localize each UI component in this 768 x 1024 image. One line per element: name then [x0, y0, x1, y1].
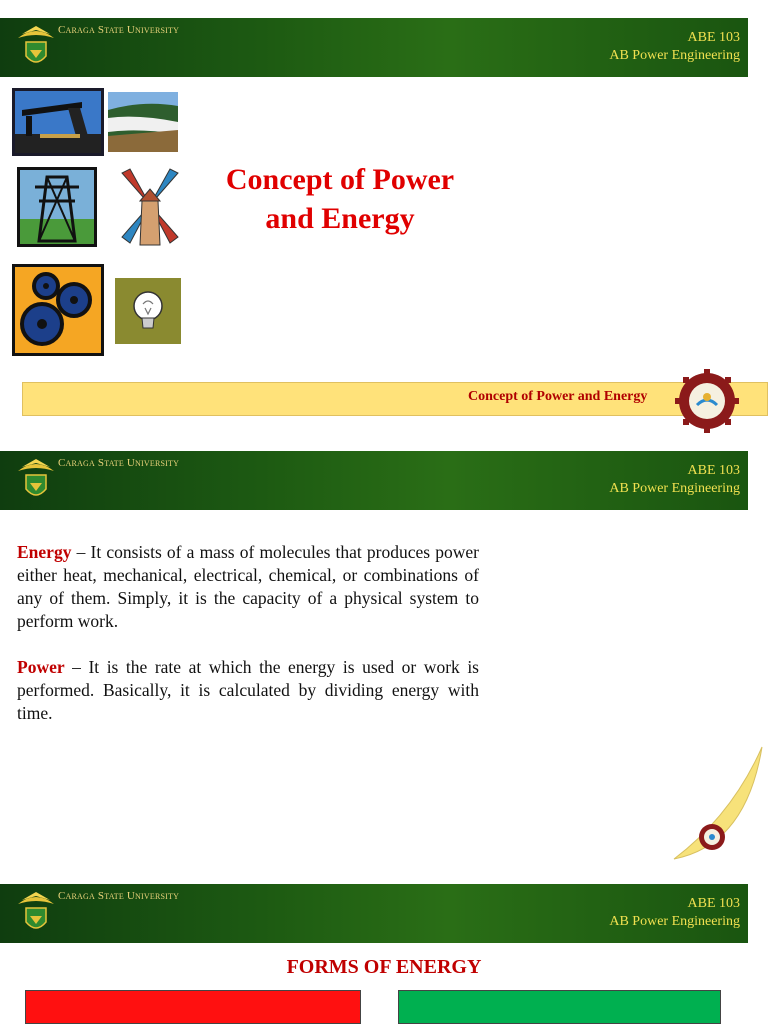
header-band-2: [0, 451, 748, 510]
energy-definition: [17, 541, 479, 633]
light-bulb-icon: [115, 278, 181, 344]
page-curl-decoration-icon: [672, 745, 766, 863]
forms-of-energy-heading: FORMS OF ENERGY: [286, 956, 482, 978]
university-name: Caraga State University: [58, 890, 180, 902]
windmill-icon: [118, 165, 182, 249]
university-name: Caraga State University: [58, 457, 180, 469]
oil-pump-icon: [12, 88, 104, 156]
power-definition: [17, 656, 479, 725]
course-code: ABE 103: [687, 463, 740, 478]
slide-title-line2: and Energy: [265, 202, 415, 235]
course-code: ABE 103: [687, 896, 740, 911]
course-code: ABE 103: [687, 30, 740, 45]
green-category-box: [398, 990, 721, 1024]
power-term: Power: [17, 657, 65, 677]
slide-title-line1: Concept of Power: [225, 163, 455, 196]
slide-title: [205, 160, 475, 238]
dam-icon: [108, 92, 178, 152]
university-logo-icon: [14, 457, 58, 505]
department-gear-logo-icon: [675, 369, 739, 433]
gears-icon: [12, 264, 104, 356]
course-info: [609, 29, 740, 65]
energy-text: – It consists of a mass of molecules that produces power either heat, mechanical, electrical, chemical, or combinations of any of them. Simply, it is the capacity of a physical system to perform work.: [17, 542, 479, 631]
course-info: [609, 462, 740, 498]
course-name: AB Power Engineering: [609, 48, 740, 63]
course-info: [609, 895, 740, 931]
energy-term: Energy: [17, 542, 72, 562]
header-band-1: [0, 18, 748, 77]
power-tower-icon: [17, 167, 97, 247]
footer-bar: [22, 382, 768, 416]
power-text: – It is the rate at which the energy is used or work is performed. Basically, it is calculated by dividing energy with time.: [17, 657, 479, 723]
university-logo-icon: [14, 24, 58, 72]
footer-title: Concept of Power and Energy: [468, 389, 648, 404]
header-band-3: [0, 884, 748, 943]
course-name: AB Power Engineering: [609, 481, 740, 496]
university-logo-icon: [14, 890, 58, 938]
university-name: Caraga State University: [58, 24, 180, 36]
red-category-box: [25, 990, 361, 1024]
course-name: AB Power Engineering: [609, 914, 740, 929]
